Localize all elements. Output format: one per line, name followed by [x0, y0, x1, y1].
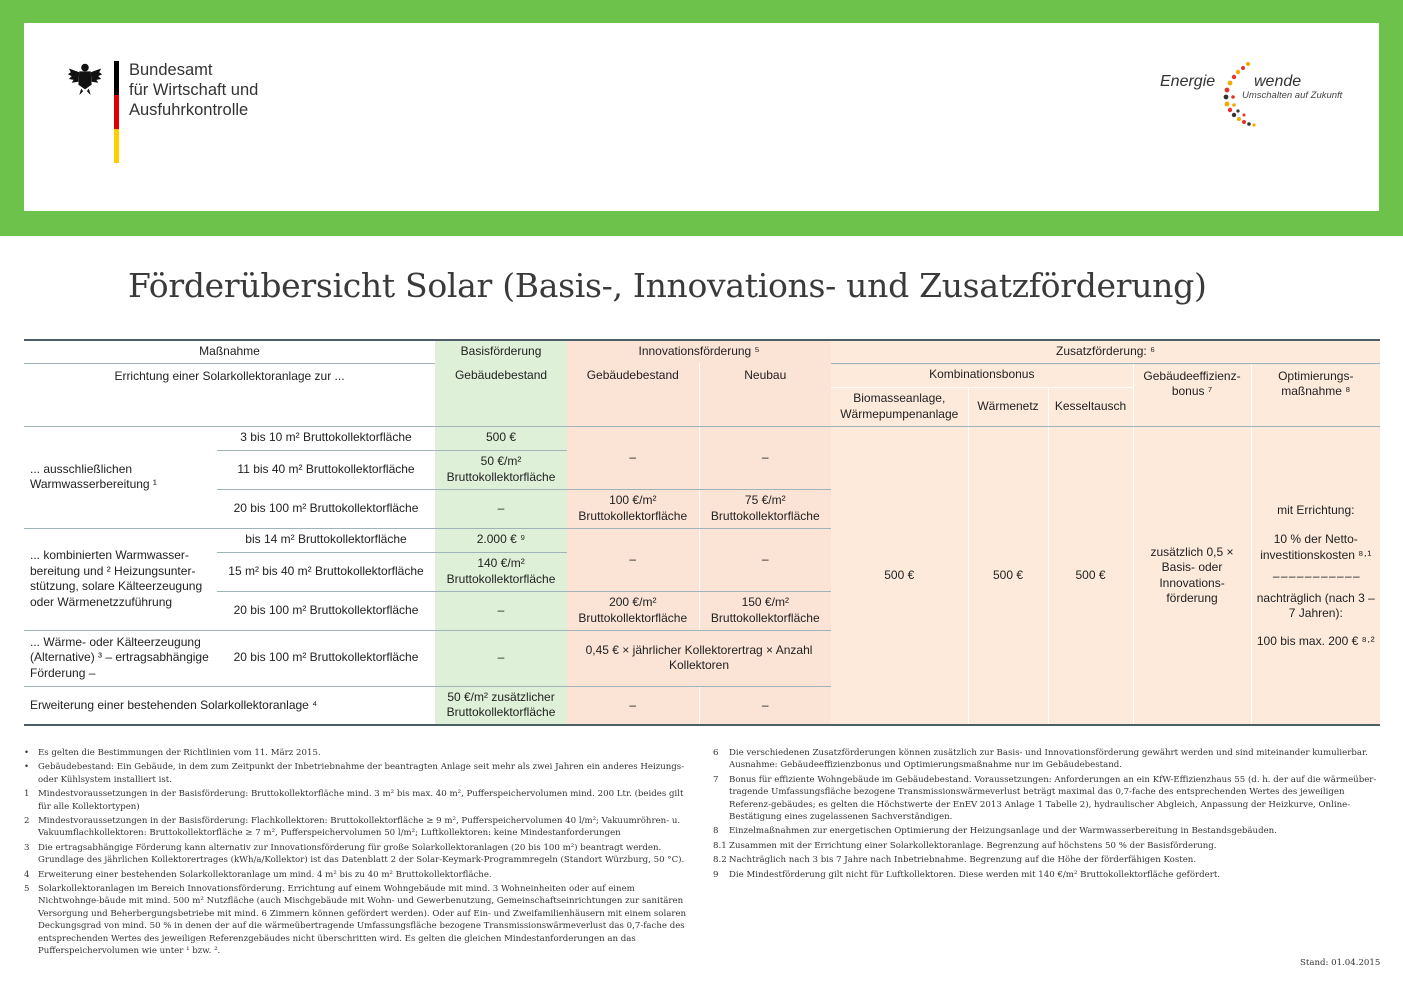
basis-cell: 2.000 € ⁹: [435, 528, 567, 552]
extension-label: Erweiterung einer bestehenden Solarkollektoranlage ⁴: [24, 686, 435, 725]
kesseltausch-value: 500 €: [1048, 426, 1133, 725]
footnote: • Gebäudebestand: Ein Gebäude, in dem zum Zeitpunkt der Inbetriebnahme der beantragten Anlage seit mehr als zwei Jahren ein anderes Heizungs- oder Kühlsystem installiert ist.: [24, 762, 685, 785]
inno-neubau-cell: –: [699, 426, 831, 489]
funding-table: [24, 339, 1380, 726]
footnote: • Es gelten die Bestimmungen der Richtlinien vom 11. März 2015.: [24, 748, 321, 758]
footnotes-left: [24, 747, 688, 960]
inno-neubau-cell: –: [699, 528, 831, 591]
optimierung-value: mit Errichtung: 10 % der Netto-investitionskosten ⁸·¹ – – – – – – – – – – – nachträglich (nach 3 – 7 Jahren): 100 bis max. 200 € ⁸·²: [1251, 426, 1380, 725]
inno-bestand-cell: –: [567, 686, 699, 725]
col-header-kombinationsbonus: Kombinationsbonus: [831, 363, 1133, 387]
footnotes-right: [713, 747, 1379, 883]
col-header-inno-neubau: Neubau: [699, 363, 831, 426]
inno-neubau-cell: 150 €/m² Bruttokollektorfläche: [699, 591, 831, 630]
size-cell: 15 m² bis 40 m² Bruttokollektorfläche: [217, 552, 435, 591]
footnote: 2 Mindestvoraussetzungen in der Basisförderung: Flachkollektoren: Bruttokollektorfläche ≥ 9 m², Pufferspeichervolumen 40 l/m²; Vakuumröhren- u. Vakuumflachkollektoren: Bruttokollektorfläche ≥ 7 m², Pufferspeichervolumen 50 l/m²; Luftkollektoren: keine Mindestanforderungen: [24, 816, 681, 839]
inno-bestand-cell: 100 €/m² Bruttokollektorfläche: [567, 489, 699, 528]
biomasse-value: 500 €: [831, 426, 968, 725]
col-header-massnahme: Maßnahme: [24, 340, 435, 363]
header-row-2: [24, 363, 1380, 387]
col-header-waermenetz: Wärmenetz: [968, 387, 1048, 426]
page-title: Förderübersicht Solar (Basis-, Innovations- und Zusatzförderung): [128, 266, 1207, 305]
col-header-effizienz: Gebäudeeffizienz-bonus ⁷: [1133, 363, 1251, 426]
basis-cell: 50 €/m² Bruttokollektorfläche: [435, 450, 567, 489]
header-card: [24, 23, 1379, 211]
col-header-innovation: Innovationsförderung ⁵: [567, 340, 831, 363]
col-header-basis: Basisförderung: [435, 340, 567, 363]
col-header-zusatz: Zusatzförderung: ⁶: [831, 340, 1380, 363]
col-header-inno-bestand: Gebäudebestand: [567, 363, 699, 426]
col-header-basis-bestand: Gebäudebestand: [435, 363, 567, 426]
group-label: ... kombinierten Warmwasser-bereitung und ² Heizungsunter-stützung, solare Kälteerzeugung oder Wärmenetzzuführung: [24, 528, 217, 630]
inno-bestand-cell: –: [567, 528, 699, 591]
group-label: ... Wärme- oder Kälteerzeugung (Alternative) ³ – ertragsabhängige Förderung –: [24, 630, 217, 686]
size-cell: 20 bis 100 m² Bruttokollektorfläche: [217, 630, 435, 686]
table-row: [24, 426, 1380, 450]
waermenetz-value: 500 €: [968, 426, 1048, 725]
basis-cell: –: [435, 630, 567, 686]
size-cell: 20 bis 100 m² Bruttokollektorfläche: [217, 489, 435, 528]
basis-cell: –: [435, 489, 567, 528]
size-cell: 20 bis 100 m² Bruttokollektorfläche: [217, 591, 435, 630]
agency-name: Bundesamt für Wirtschaft und Ausfuhrkontrolle: [129, 61, 259, 119]
effizienz-value: zusätzlich 0,5 × Basis- oder Innovations-förderung: [1133, 426, 1251, 725]
federal-eagle-icon: [66, 59, 104, 97]
inno-neubau-cell: 75 €/m² Bruttokollektorfläche: [699, 489, 831, 528]
header-row-1: [24, 340, 1380, 363]
size-cell: 11 bis 40 m² Bruttokollektorfläche: [217, 450, 435, 489]
size-cell: bis 14 m² Bruttokollektorfläche: [217, 528, 435, 552]
footnote: 8.1 Zusammen mit der Errichtung einer Solarkollektoranlage. Begrenzung auf höchstens 50 % der Basisförderung.: [713, 840, 1217, 851]
col-header-kesseltausch: Kesseltausch: [1048, 387, 1133, 426]
col-header-biomasse: Biomasseanlage, Wärmepumpenanlage: [831, 387, 968, 426]
footnote: 8.2 Nachträglich nach 3 bis 7 Jahre nach Inbetriebnahme. Begrenzung auf die Höhe der förderfähigen Kosten.: [713, 855, 1197, 866]
col-header-errichtung: Errichtung einer Solarkollektoranlage zur ...: [24, 363, 435, 426]
inno-bestand-cell: 200 €/m² Bruttokollektorfläche: [567, 591, 699, 630]
footnote: 7 Bonus für effiziente Wohngebäude im Gebäudebestand. Voraussetzungen: Anforderungen an ein KfW-Effizienzhaus 55 (d. h. der auf die wärmeüber-tragende Umfassungsfläche bezogene Transmissionswärmeverlust beträgt maximal das 0,7-fache des entsprechenden Wertes des jeweiligen Referenz-gebäudes; es gelten die Höchstwerte der EnEV 2013 Anlage 1 Tabelle 2), hydraulischer Abgleich, Anpassung der Heizkurve, Online-Bestätigung eines zugelassenen Sachverständigen.: [713, 774, 1377, 823]
basis-cell: 140 €/m² Bruttokollektorfläche: [435, 552, 567, 591]
inno-ertrag-cell: 0,45 € × jährlicher Kollektorertrag × Anzahl Kollektoren: [567, 630, 831, 686]
basis-cell: –: [435, 591, 567, 630]
size-cell: 3 bis 10 m² Bruttokollektorfläche: [217, 426, 435, 450]
footnote: 1 Mindestvoraussetzungen in der Basisförderung: Bruttokollektorfläche mind. 3 m² bis max. 40 m², Pufferspeichervolumen mind. 200 Ltr. (beides gilt für alle Kollektortypen): [24, 789, 684, 812]
basis-cell: 50 €/m² zusätzlicher Bruttokollektorfläche: [435, 686, 567, 725]
footnote: 4 Erweiterung einer bestehenden Solarkollektoranlage um mind. 4 m² bis zu 40 m² Bruttokollektorfläche.: [24, 869, 492, 880]
inno-bestand-cell: –: [567, 426, 699, 489]
footnote: 9 Die Mindestförderung gilt nicht für Luftkollektoren. Diese werden mit 140 €/m² Bruttokollektorfläche gefördert.: [713, 869, 1221, 880]
energiewende-logo: Energie wende Umschalten auf Zukunft: [1160, 61, 1370, 131]
stand-date: Stand: 01.04.2015: [1300, 958, 1381, 968]
footnote: 5 Solarkollektoranlagen im Bereich Innovationsförderung. Errichtung auf einem Wohngebäude mit mind. 3 Wohneinheiten oder auf einem Nichtwohnge-bäude mit mind. 500 m² Nutzfläche (auch Mischgebäude mit Wohn- und Gewerbenutzung, Gemeinschaftseinrichtungen zur sanitären Versorgung und Beherbergungsbetriebe mit mind. 6 Zimmern können gefördert werden). Oder auf Ein- und Zweifamilienhäusern mit einem solaren Deckungsgrad von mind. 50 % in denen der auf die wärmeübertragende Umfassungsfläche bezogene Transmissionswärmeverlust das 0,7-fache des entsprechenden Wertes des jeweiligen Referenzgebäudes nicht überschritten wird. Es gelten die gleichen Mindestanforderungen an das Pufferspeichervolumen wie unter ¹ bzw. ².: [24, 884, 687, 957]
table-bottom-rule: [831, 724, 1380, 726]
basis-cell: 500 €: [435, 426, 567, 450]
footnote: 6 Die verschiedenen Zusatzförderungen können zusätzlich zur Basis- und Innovationsförderung gewährt werden und sind miteinander kumulierbar. Ausnahme: Gebäudeeffizienzbonus und Optimierungsmaßnahme nur im Gebäudebestand.: [713, 748, 1368, 771]
group-label: ... ausschließlichen Warmwasserbereitung ¹: [24, 426, 217, 528]
inno-neubau-cell: –: [699, 686, 831, 725]
col-header-optimierung: Optimierungs-maßnahme ⁸: [1251, 363, 1380, 426]
german-flag-bar: [114, 61, 119, 163]
footnote: 8 Einzelmaßnahmen zur energetischen Optimierung der Heizungsanlage und der Warmwasserbereitung in Bestandsgebäuden.: [713, 826, 1277, 837]
footnote: 3 Die ertragsabhängige Förderung kann alternativ zur Innovationsförderung für große Solarkollektoranlagen (20 bis 100 m²) beantragt werden. Grundlage des jährlichen Kollektorertrages (kWh/a/Kollektor) ist das Datenblatt 2 der Solar-Keymark-Programmregeln (Standort Würzburg, 50 °C).: [24, 842, 685, 866]
